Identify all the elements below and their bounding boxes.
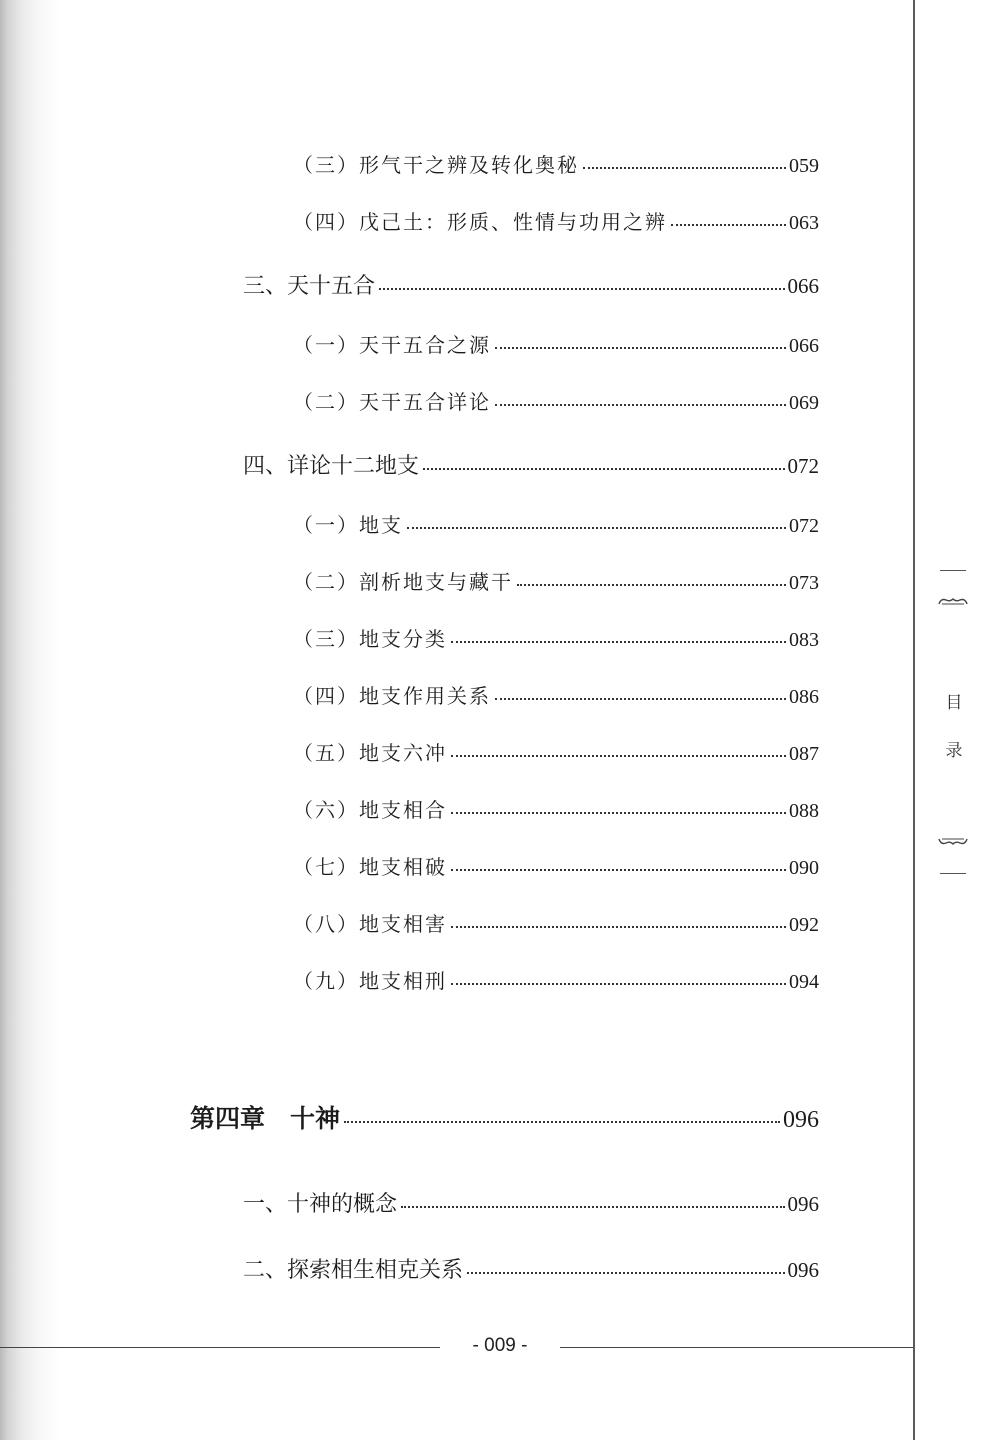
side-label-mu: 目 [945, 693, 963, 713]
toc-section-entry [243, 449, 819, 480]
toc-entry-title: （七）地支相破 [293, 855, 447, 879]
toc-dot-leader [451, 982, 786, 985]
toc-entry-title: 二、探索相生相克关系 [243, 1257, 464, 1282]
toc-entry-title: （八）地支相害 [293, 912, 447, 936]
toc-page-number: 090 [789, 857, 819, 879]
toc-dot-leader [407, 526, 786, 529]
toc-page-number: 088 [789, 800, 819, 822]
toc-page-number: 072 [789, 515, 819, 537]
toc-page-number: 063 [789, 212, 819, 234]
toc-entry-title: （三）地支分类 [293, 627, 447, 651]
toc-entry-title: （一）地支 [293, 513, 403, 537]
toc-entry-title: （九）地支相刑 [293, 969, 447, 993]
toc-entry-title: 三、天十五合 [243, 273, 376, 298]
toc-subsection-entry [293, 149, 819, 178]
toc-page-number: 066 [789, 335, 819, 357]
toc-entry-title: （三）形气干之辨及转化奥秘 [293, 153, 579, 177]
toc-page-number: 072 [787, 454, 819, 478]
toc-page-number: 094 [789, 971, 819, 993]
toc-dot-leader [671, 223, 786, 226]
book-spine-shadow [0, 0, 60, 1440]
toc-page-number: 086 [789, 686, 819, 708]
toc-subsection-entry [293, 851, 819, 880]
toc-entry-title: （四）戊己土：形质、性情与功用之辨 [293, 210, 667, 234]
toc-subsection-entry [293, 386, 819, 415]
toc-subsection-entry [293, 566, 819, 595]
toc-entry-title: （四）地支作用关系 [293, 684, 491, 708]
toc-dot-leader [344, 1120, 780, 1123]
toc-subsection-entry [293, 509, 819, 538]
toc-page-number: 069 [789, 392, 819, 414]
toc-dot-leader [451, 754, 786, 757]
toc-dot-leader [495, 403, 786, 406]
toc-dot-leader [495, 697, 786, 700]
toc-dot-leader [495, 346, 786, 349]
toc-page-number: 083 [789, 629, 819, 651]
toc-dot-leader [451, 640, 786, 643]
toc-entry-title: （六）地支相合 [293, 798, 447, 822]
side-border-line [913, 0, 915, 1440]
toc-page-number: 096 [783, 1107, 819, 1133]
toc-page-number: 087 [789, 743, 819, 765]
toc-dot-leader [423, 467, 784, 470]
toc-section-entry [243, 1187, 819, 1218]
toc-dot-leader [517, 583, 786, 586]
toc-entry-title: 一、十神的概念 [243, 1191, 398, 1216]
footer-rule-left [0, 1347, 465, 1348]
toc-page-number: 096 [787, 1258, 819, 1282]
toc-subsection-entry [293, 680, 819, 709]
side-label-lu: 录 [945, 741, 963, 761]
toc-subsection-entry [293, 794, 819, 823]
toc-subsection-entry [293, 329, 819, 358]
toc-section-entry [243, 1253, 819, 1284]
toc-page-number: 096 [787, 1192, 819, 1216]
toc-page-number: 059 [789, 155, 819, 177]
ornament-cloud-icon [938, 596, 968, 606]
toc-entry-title: 第四章 十神 [190, 1105, 341, 1133]
toc-dot-leader [379, 287, 784, 290]
toc-dot-leader [467, 1271, 784, 1274]
toc-subsection-entry [293, 908, 819, 937]
toc-subsection-entry [293, 206, 819, 235]
toc-entry-title: （五）地支六冲 [293, 741, 447, 765]
toc-page-number: 092 [789, 914, 819, 936]
toc-entry-title: 四、详论十二地支 [243, 453, 420, 478]
toc-dot-leader [451, 868, 786, 871]
toc-subsection-entry [293, 737, 819, 766]
ornament-cloud-icon [938, 837, 968, 847]
toc-page-number: 066 [787, 274, 819, 298]
toc-subsection-entry [293, 965, 819, 994]
toc-entry-title: （一）天干五合之源 [293, 333, 491, 357]
toc-dot-leader [401, 1205, 784, 1208]
side-rule-bottom [940, 873, 966, 874]
toc-subsection-entry [293, 623, 819, 652]
toc-entry-title: （二）剖析地支与藏干 [293, 570, 513, 594]
toc-dot-leader [451, 811, 786, 814]
side-rule-top [940, 570, 966, 571]
footer-rule-right [533, 1347, 913, 1348]
page-number: - 009 - [440, 1335, 560, 1357]
toc-dot-leader [583, 166, 786, 169]
toc-page-number: 073 [789, 572, 819, 594]
toc-entry-title: （二）天干五合详论 [293, 390, 491, 414]
toc-chapter-entry [190, 1099, 819, 1135]
toc-dot-leader [451, 925, 786, 928]
toc-section-entry [243, 269, 819, 300]
